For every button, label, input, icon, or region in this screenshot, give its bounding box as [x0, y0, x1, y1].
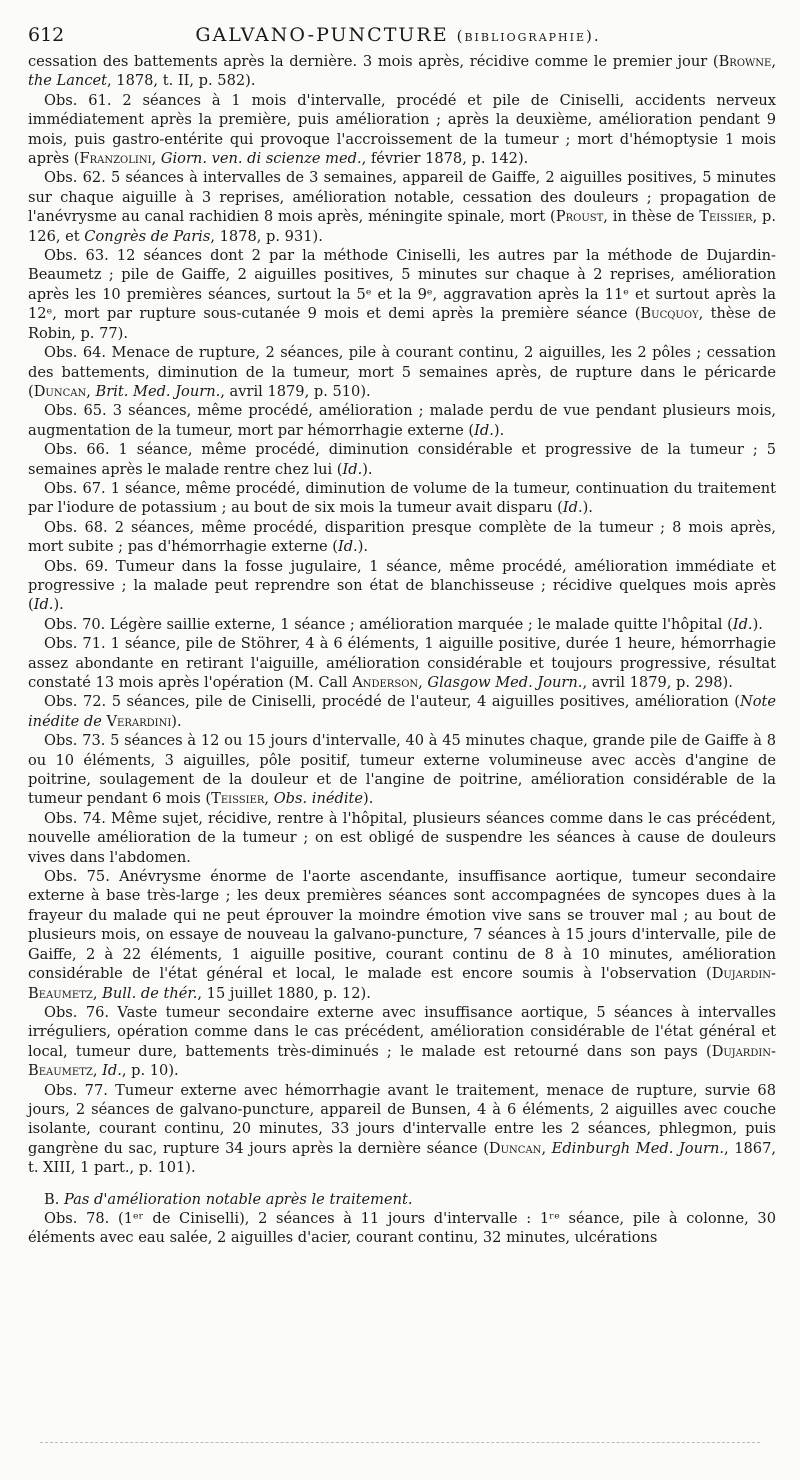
observation-paragraph [28, 692, 776, 731]
text-run: Obs. 64. Menace de rupture, 2 séances, pile à courant continu, 2 aiguilles, les 2 pôles ; cessation des battements, diminution de la tumeur, mort 5 semaines après, de rupture dans le péricarde ( [28, 344, 776, 400]
observation-paragraph [28, 557, 776, 615]
italic-text: Brit. Med. Journ. [95, 382, 221, 400]
italic-text: Id. [732, 615, 753, 633]
observation-paragraph [28, 479, 776, 518]
author-name: Proust [555, 208, 604, 226]
author-name: Dujardin-Beaumetz [28, 1042, 776, 1080]
text-run: , février 1878, p. 142). [361, 150, 529, 168]
text-run: , 1878, p. 931). [210, 227, 323, 245]
observation-paragraph [28, 634, 776, 692]
text-run: ). [171, 712, 182, 730]
italic-text: Obs. inédite [273, 790, 363, 808]
text-run: , [541, 1139, 552, 1157]
text-run: , avril 1879, p. 510). [220, 382, 371, 400]
observation-paragraph [28, 91, 776, 169]
text-run: , [418, 674, 428, 691]
italic-text: the Lancet [28, 72, 108, 90]
observation-paragraph [28, 731, 776, 809]
italic-text: Id. [33, 596, 54, 614]
italic-text: Edinburgh Med. Journ. [551, 1139, 724, 1157]
author-name: Bucquoy [640, 305, 699, 323]
italic-text: Glasgow Med. Journ. [427, 674, 583, 691]
italic-text: Bull. de thér. [102, 984, 198, 1002]
text-run: , [264, 790, 274, 808]
author-name: Duncan [488, 1139, 542, 1157]
italic-text: Congrès de Paris [84, 227, 211, 245]
italic-text: Id. [562, 499, 583, 517]
text-run: Obs. 65. 3 séances, même procédé, amélioration ; malade perdu de vue pendant plusieurs mois, augmentation de la tumeur, mort par hémorrhagie externe ( [28, 402, 776, 439]
text-run: Obs. 68. 2 séances, même procédé, disparition presque complète de la tumeur ; 8 mois après, mort subite ; pas d'hémorrhagie externe ( [28, 518, 776, 556]
text-run: Obs. 69. Tumeur dans la fosse jugulaire, 1 séance, même procédé, amélioration immédiate et progressive ; la malade peut reprendre son état de blanchisseuse ; récidive quelques mois après ( [28, 557, 776, 614]
body-text-continued [28, 1209, 776, 1248]
text-run: Obs. 72. 5 séances, pile de Ciniselli, procédé de l'auteur, 4 aiguilles positives, amélioration ( [44, 693, 740, 711]
text-run: , [92, 1062, 103, 1080]
italic-text: Giorn. ven. di scienze med. [160, 150, 362, 168]
page-header [28, 24, 776, 46]
observation-paragraph [28, 1003, 776, 1081]
running-head-title: GALVANO-PUNCTURE [195, 24, 449, 46]
text-run: Obs. 78. (1ᵉʳ de Ciniselli), 2 séances à 11 jours d'intervalle : 1ʳᵉ séance, pile à colonne, 30 éléments avec eau salée, 2 aiguilles d'acier, courant continu, 32 minutes, ulcérations [28, 1209, 776, 1247]
text-run: , [92, 984, 103, 1002]
observation-paragraph [28, 518, 776, 557]
observation-paragraph [28, 809, 776, 867]
running-head [90, 24, 776, 46]
text-run: Obs. 63. 12 séances dont 2 par la méthode Ciniselli, les autres par la méthode de Dujardin-Beaumetz ; pile de Gaiffe, 2 aiguilles positives, 5 minutes sur chaque à 2 reprises, amélioration après les 10 premières séances, surtout la 5ᵉ et la 9ᵉ, aggravation après la 11ᵉ et surtout après la 12ᵉ, mort par rupture sous-cutanée 9 mois et demi après la première séance ( [28, 247, 776, 323]
body-text [28, 52, 776, 1178]
text-run: Obs. 75. Anévrysme énorme de l'aorte ascendante, insuffisance aortique, tumeur secondaire externe à base très-large ; les deux premières séances sont accompagnées de syncopes dues à la frayeur du malade qui ne peut éprouver la moindre émotion vive sans se trouver mal ; au bout de plusieurs mois, on essaye de nouveau la galvano-puncture, 7 séances à 15 jours d'intervalle, pile de Gaiffe, 2 à 22 éléments, 1 aiguille positive, courant continu de 8 à 10 minutes, amélioration considérable de l'état général et local, le malade est encore soumis à l'observation ( [28, 868, 776, 983]
text-run: Obs. 71. 1 séance, pile de Stöhrer, 4 à 6 éléments, 1 aiguille positive, durée 1 heure, hémorrhagie assez abondante en retirant l'aiguille, amélioration considérable et toujours progressive, résultat constaté 13 mois après l'opération (M. Call [28, 635, 776, 691]
observation-paragraph [28, 615, 776, 634]
page-number: 612 [28, 24, 65, 46]
text-run: Obs. 77. Tumeur externe avec hémorrhagie avant le traitement, menace de rupture, survie 68 jours, 2 séances de galvano-puncture, appareil de Bunsen, 4 à 6 éléments, 2 aiguilles avec couche isolante, courant continu, 20 minutes, 33 jours d'intervalle entre les 2 séances, phlegmon, puis gangrène du sac, rupture 34 jours après la dernière séance ( [28, 1081, 776, 1157]
text-run: Obs. 61. 2 séances à 1 mois d'intervalle, procédé et pile de Ciniselli, accidents nerveux immédiatement après la première, puis amélioration ; après la deuxième, amélioration pendant 9 mois, puis gastro-entérite qui provoque l'accroissement de la tumeur ; mort d'hémoptysie 1 mois après ( [28, 91, 776, 168]
text-run: Obs. 67. 1 séance, même procédé, diminution de volume de la tumeur, continuation du traitement par l'iodure de potassium ; au bout de six mois la tumeur avait disparu ( [28, 479, 776, 517]
text-run: ). [53, 596, 64, 614]
italic-text: Id. [337, 538, 358, 556]
text-run: Obs. 62. 5 séances à intervalles de 3 semaines, appareil de Gaiffe, 2 aiguilles positives, 5 minutes sur chaque aiguille à 3 reprises, amélioration notable, cessation des douleurs ; propagation de l'anévrysme au canal rachidien 8 mois après, méningite spinale, mort ( [28, 169, 776, 226]
text-run: , avril 1879, p. 298). [582, 674, 733, 691]
text-run: , p. 126, et [28, 208, 777, 245]
author-name: Verardini [106, 712, 172, 730]
observation-paragraph [28, 52, 776, 91]
text-run: , 1878, t. II, p. 582). [107, 72, 256, 90]
observation-paragraph [28, 246, 776, 343]
text-run: ). [363, 790, 374, 808]
italic-text: Id. [102, 1062, 122, 1080]
observation-paragraph [28, 1081, 776, 1178]
italic-text: Id. [474, 421, 494, 439]
running-head-subtitle: (bibliographie). [456, 27, 601, 45]
text-run: ). [493, 421, 505, 439]
footer-rule [40, 1442, 760, 1445]
text-run: , in thèse de [603, 208, 700, 226]
author-name: Anderson [352, 674, 419, 691]
text-run: ). [362, 460, 373, 478]
author-name: Teissier [699, 208, 753, 226]
text-run: , 15 juillet 1880, p. 12). [197, 984, 371, 1002]
observation-paragraph [28, 401, 776, 440]
author-name: Franzolini [79, 150, 152, 168]
text-run: Obs. 73. 5 séances à 12 ou 15 jours d'intervalle, 40 à 45 minutes chaque, grande pile de Gaiffe à 8 ou 10 éléments, 3 aiguilles, pôle positif, tumeur externe volumineuse avec accès d'angine de poitrine, soulagement de la douleur et de l'angine de poitrine, amélioration considérable de la tumeur pendant 6 mois ( [28, 732, 776, 808]
section-heading [28, 1190, 776, 1209]
text-run: , thèse de Robin, p. 77). [28, 305, 777, 342]
text-run: ). [752, 615, 763, 633]
page [28, 24, 776, 1248]
observation-paragraph [28, 168, 776, 246]
text-run: , [771, 53, 776, 70]
italic-text: Id. [342, 460, 363, 478]
author-name: Duncan [33, 382, 87, 400]
text-run: , 1867, t. XIII, 1 part., p. 101). [28, 1139, 776, 1177]
text-run: , p. 10). [121, 1062, 179, 1080]
text-run: cessation des battements après la dernière. 3 mois après, récidive comme le premier jour ( [28, 53, 719, 70]
text-run: Obs. 70. Légère saillie externe, 1 séance ; amélioration marquée ; le malade quitte l'hôpital ( [44, 615, 733, 633]
text-run: , [86, 382, 96, 400]
author-name: Dujardin-Beaumetz [28, 965, 776, 1002]
text-run: ). [357, 538, 369, 556]
text-run: ). [582, 499, 593, 517]
observation-paragraph [28, 343, 776, 401]
text-run: Obs. 74. Même sujet, récidive, rentre à l'hôpital, plusieurs séances comme dans le cas précédent, nouvelle amélioration de la tumeur ; on est obligé de suspendre les séances à cause de douleurs vives dans l'abdomen. [28, 809, 776, 866]
italic-text: Note inédite de [28, 693, 776, 730]
section-label: B. [44, 1190, 60, 1208]
section-title: Pas d'amélioration notable après le traitement. [64, 1190, 413, 1208]
author-name: Teissier [211, 790, 265, 808]
text-run: Obs. 66. 1 séance, même procédé, diminution considérable et progressive de la tumeur ; 5 semaines après le malade rentre chez lui ( [28, 441, 776, 478]
text-run: Obs. 76. Vaste tumeur secondaire externe avec insuffisance aortique, 5 séances à intervalles irréguliers, opération comme dans le cas précédent, amélioration considérable de l'état général et local, tumeur dure, battements très-diminués ; le malade est retourné dans son pays ( [28, 1003, 776, 1060]
observation-paragraph [28, 440, 776, 479]
observation-paragraph [28, 867, 776, 1003]
author-name: Browne [718, 53, 772, 70]
text-run: , [151, 150, 161, 168]
observation-paragraph [28, 1209, 776, 1248]
